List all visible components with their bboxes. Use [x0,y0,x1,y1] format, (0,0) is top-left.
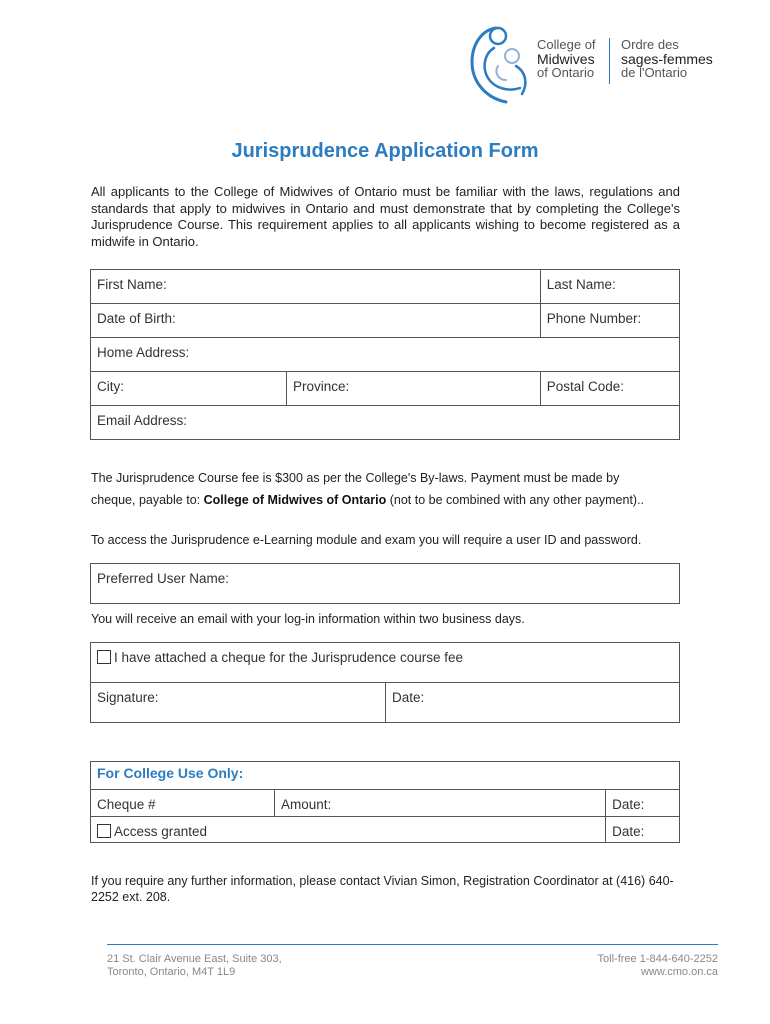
first-name-field[interactable]: First Name: [91,270,541,304]
fee-line1: The Jurisprudence Course fee is $300 as per the College's By-laws. Payment must be made by [91,471,620,485]
midwives-emblem-icon [468,22,532,106]
cheque-number-field[interactable]: Cheque # [91,790,275,817]
logo-fr-line2: sages-femmes [621,51,713,67]
footer-address-line1: 21 St. Clair Avenue East, Suite 303, [107,953,282,965]
footer-website[interactable]: www.cmo.on.ca [640,966,718,978]
user-name-table [90,563,680,604]
college-logo [468,22,728,106]
contact-paragraph: If you require any further information, please contact Vivian Simon, Registration Coordinator at (416) 640-2252 ext. 208. [91,874,674,904]
email-notice: You will receive an email with your log-in information within two business days. [91,612,525,626]
access-granted-checkbox[interactable] [97,824,111,838]
access-granted-label: Access granted [114,824,208,839]
footer-address [107,953,282,979]
applicant-info-table [90,269,680,440]
city-field[interactable]: City: [91,372,287,406]
fee-line2 [91,492,691,508]
footer-contact [598,953,718,979]
access-date-field[interactable]: Date: [606,817,680,843]
signature-field[interactable]: Signature: [91,683,386,723]
logo-fr-line3: de l'Ontario [621,65,688,80]
logo-en-line2: Midwives [537,51,595,67]
email-address-field[interactable]: Email Address: [91,406,680,440]
page-title: Jurisprudence Application Form [231,140,539,162]
access-paragraph: To access the Jurisprudence e-Learning module and exam you will require a user ID and password. [91,533,642,547]
college-use-table [90,761,680,843]
cheque-date-field[interactable]: Date: [606,790,680,817]
logo-text-english [537,38,596,80]
last-name-field[interactable]: Last Name: [540,270,679,304]
amount-field[interactable]: Amount: [275,790,606,817]
cheque-attached-label: I have attached a cheque for the Jurisprudence course fee [114,650,463,665]
logo-en-line1: College of [537,37,596,52]
province-field[interactable]: Province: [287,372,541,406]
payment-confirmation-table [90,642,680,723]
footer-tollfree: Toll-free 1-844-640-2252 [597,953,718,965]
fee-line2-post: (not to be combined with any other payment).. [386,493,645,507]
cheque-attached-row [91,643,680,683]
fee-paragraph [91,470,691,508]
logo-en-line3: of Ontario [537,65,595,80]
home-address-field[interactable]: Home Address: [91,338,680,372]
date-of-birth-field[interactable]: Date of Birth: [91,304,541,338]
logo-fr-line1: Ordre des [621,37,679,52]
fee-line2-pre: cheque, payable to: [91,493,204,507]
signature-date-field[interactable]: Date: [386,683,680,723]
phone-number-field[interactable]: Phone Number: [540,304,679,338]
preferred-user-name-field[interactable]: Preferred User Name: [91,564,680,604]
fee-payee: College of Midwives of Ontario [203,493,387,507]
footer-divider [107,944,718,945]
access-granted-row [91,817,606,843]
footer-address-line2: Toronto, Ontario, M4T 1L9 [107,966,236,978]
logo-divider [609,38,610,84]
intro-paragraph: All applicants to the College of Midwives of Ontario must be familiar with the laws, regulations and standards that apply to midwives in Ontario and must demonstrate that by completing the College's Jurisprudence Course. This requirement applies to all applicants wishing to become registered as a midwife in Ontario. [91,184,680,249]
logo-text-french [621,38,713,80]
postal-code-field[interactable]: Postal Code: [540,372,679,406]
cheque-attached-checkbox[interactable] [97,650,111,664]
college-use-header: For College Use Only: [91,762,680,790]
